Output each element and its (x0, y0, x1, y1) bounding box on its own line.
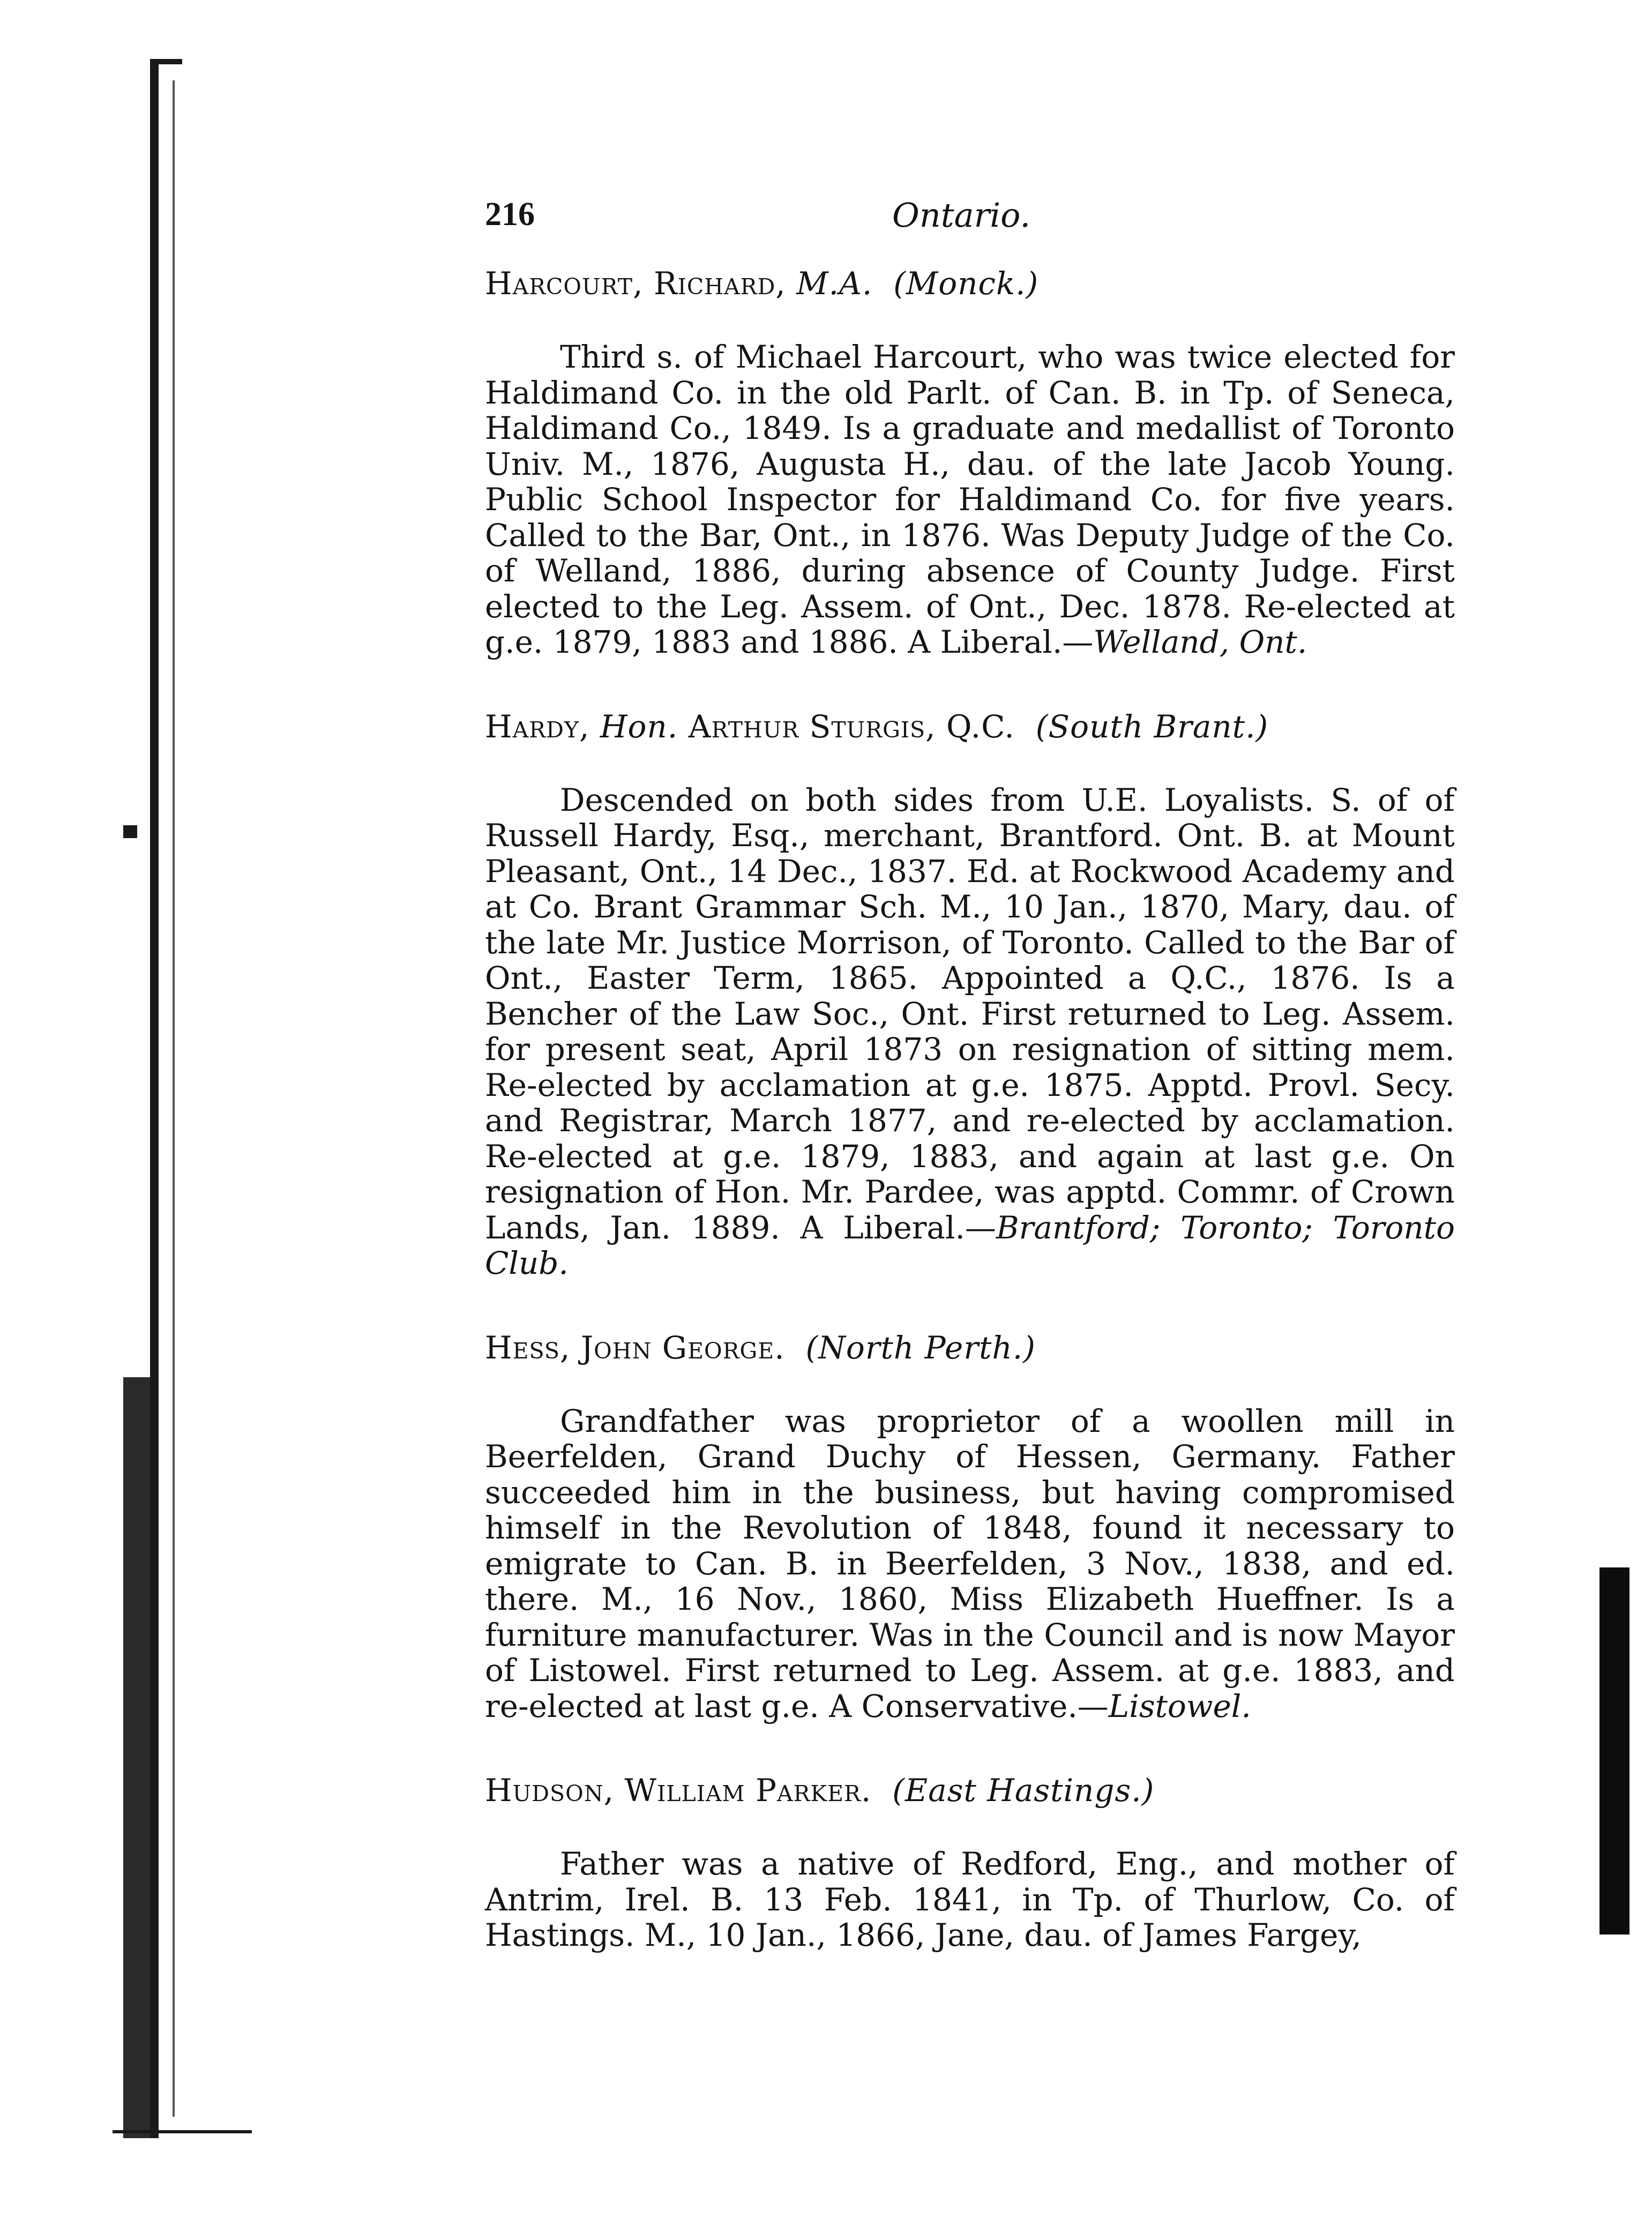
binding-inner-line (173, 80, 175, 2117)
entry-text: Third s. of Michael Harcourt, who was twice elected for Haldimand Co. in the old Parlt. of Can. B. in Tp. of Seneca, Haldimand Co., 1849. Is a graduate and medallist of Toronto Univ. M., 1876, Augusta H., dau. of the late Jacob Young. Public School Inspector for Haldimand Co. for five years. Called to the Bar, Ont., in 1876. Was Deputy Judge of the Co. of Welland, 1886, during absence of County Judge. First elected to the Leg. Assem. of Ont., Dec. 1878. Re-elected at g.e. 1879, 1883 and 1886. A Liberal.— (485, 339, 1455, 660)
entry-body (485, 782, 1455, 1281)
entry-heading (485, 708, 1455, 745)
entry-body (485, 1846, 1455, 1953)
entry-degree: M.A. (796, 265, 873, 302)
entry-constituency: (Monck.) (893, 265, 1039, 302)
entry-constituency: (South Brant.) (1035, 708, 1269, 745)
binding-dark-block (123, 1377, 150, 2138)
biography-entry (485, 1772, 1455, 1953)
entry-given-names: Richard, (653, 265, 786, 302)
entry-residence: Listowel. (1108, 1687, 1251, 1724)
entry-given-names: John George. (580, 1329, 785, 1366)
page-number: 216 (485, 196, 535, 233)
running-title: Ontario. (892, 196, 1031, 235)
entry-text: Father was a native of Redford, Eng., and mother of Antrim, Irel. B. 13 Feb. 1841, in Tp. of Thurlow, Co. of Hastings. M., 10 Jan., 1866, Jane, dau. of James Fargey, (485, 1846, 1455, 1953)
binding-line (150, 59, 159, 2138)
binding-bottom-rule (113, 2130, 252, 2133)
scan-edge-bar (1599, 1567, 1629, 1935)
binding-mark (123, 825, 137, 838)
book-page (485, 196, 1455, 1953)
biography-entry (485, 265, 1455, 660)
entry-constituency: (North Perth.) (805, 1329, 1036, 1366)
entry-surname: Hess, (485, 1329, 571, 1366)
entry-surname: Hardy, (485, 708, 590, 745)
entry-honorific: Hon. (600, 708, 678, 745)
entry-text: Grandfather was proprietor of a woollen mill in Beerfelden, Grand Duchy of Hessen, Germany. Father succeeded him in the business, but having compromised himself in the Revolution of 1848, found it necessary to emigrate to Can. B. in Beerfelden, 3 Nov., 1838, and ed. there. M., 16 Nov., 1860, Miss Elizabeth Hueffner. Is a furniture manufacturer. Was in the Council and is now Mayor of Listowel. First returned to Leg. Assem. at g.e. 1883, and re-elected at last g.e. A Conservative.— (485, 1402, 1455, 1724)
biography-entry (485, 1330, 1455, 1724)
entry-heading (485, 1772, 1455, 1809)
entry-body (485, 339, 1455, 660)
biography-entry (485, 708, 1455, 1281)
entry-given-names: Arthur Sturgis, Q.C. (688, 708, 1015, 745)
entry-constituency: (East Hastings.) (892, 1772, 1155, 1809)
entry-text: Descended on both sides from U.E. Loyalists. S. of of Russell Hardy, Esq., merchant, Brantford. Ont. B. at Mount Pleasant, Ont., 14 Dec., 1837. Ed. at Rockwood Academy and at Co. Brant Grammar Sch. M., 10 Jan., 1870, Mary, dau. of the late Mr. Justice Morrison, of Toronto. Called to the Bar of Ont., Easter Term, 1865. Appointed a Q.C., 1876. Is a Bencher of the Law Soc., Ont. First returned to Leg. Assem. for present seat, April 1873 on resignation of sitting mem. Re-elected by acclamation at g.e. 1875. Apptd. Provl. Secy. and Registrar, March 1877, and re-elected by acclamation. Re-elected at g.e. 1879, 1883, and again at last g.e. On resignation of Hon. Mr. Pardee, was apptd. Commr. of Crown Lands, Jan. 1889. A Liberal.— (485, 781, 1455, 1246)
entry-surname: Hudson, (485, 1772, 615, 1809)
entry-given-names: William Parker. (624, 1772, 872, 1809)
entry-heading (485, 265, 1455, 302)
binding-top-tick (150, 59, 182, 64)
entry-heading (485, 1330, 1455, 1366)
entry-residence: Brantford; Toronto; Toronto Club. (485, 1209, 1455, 1281)
scan-binding-edge (113, 59, 209, 2138)
entry-surname: Harcourt, (485, 265, 644, 302)
entry-body (485, 1403, 1455, 1724)
entry-residence: Welland, Ont. (1093, 624, 1307, 660)
running-head (485, 196, 1455, 244)
